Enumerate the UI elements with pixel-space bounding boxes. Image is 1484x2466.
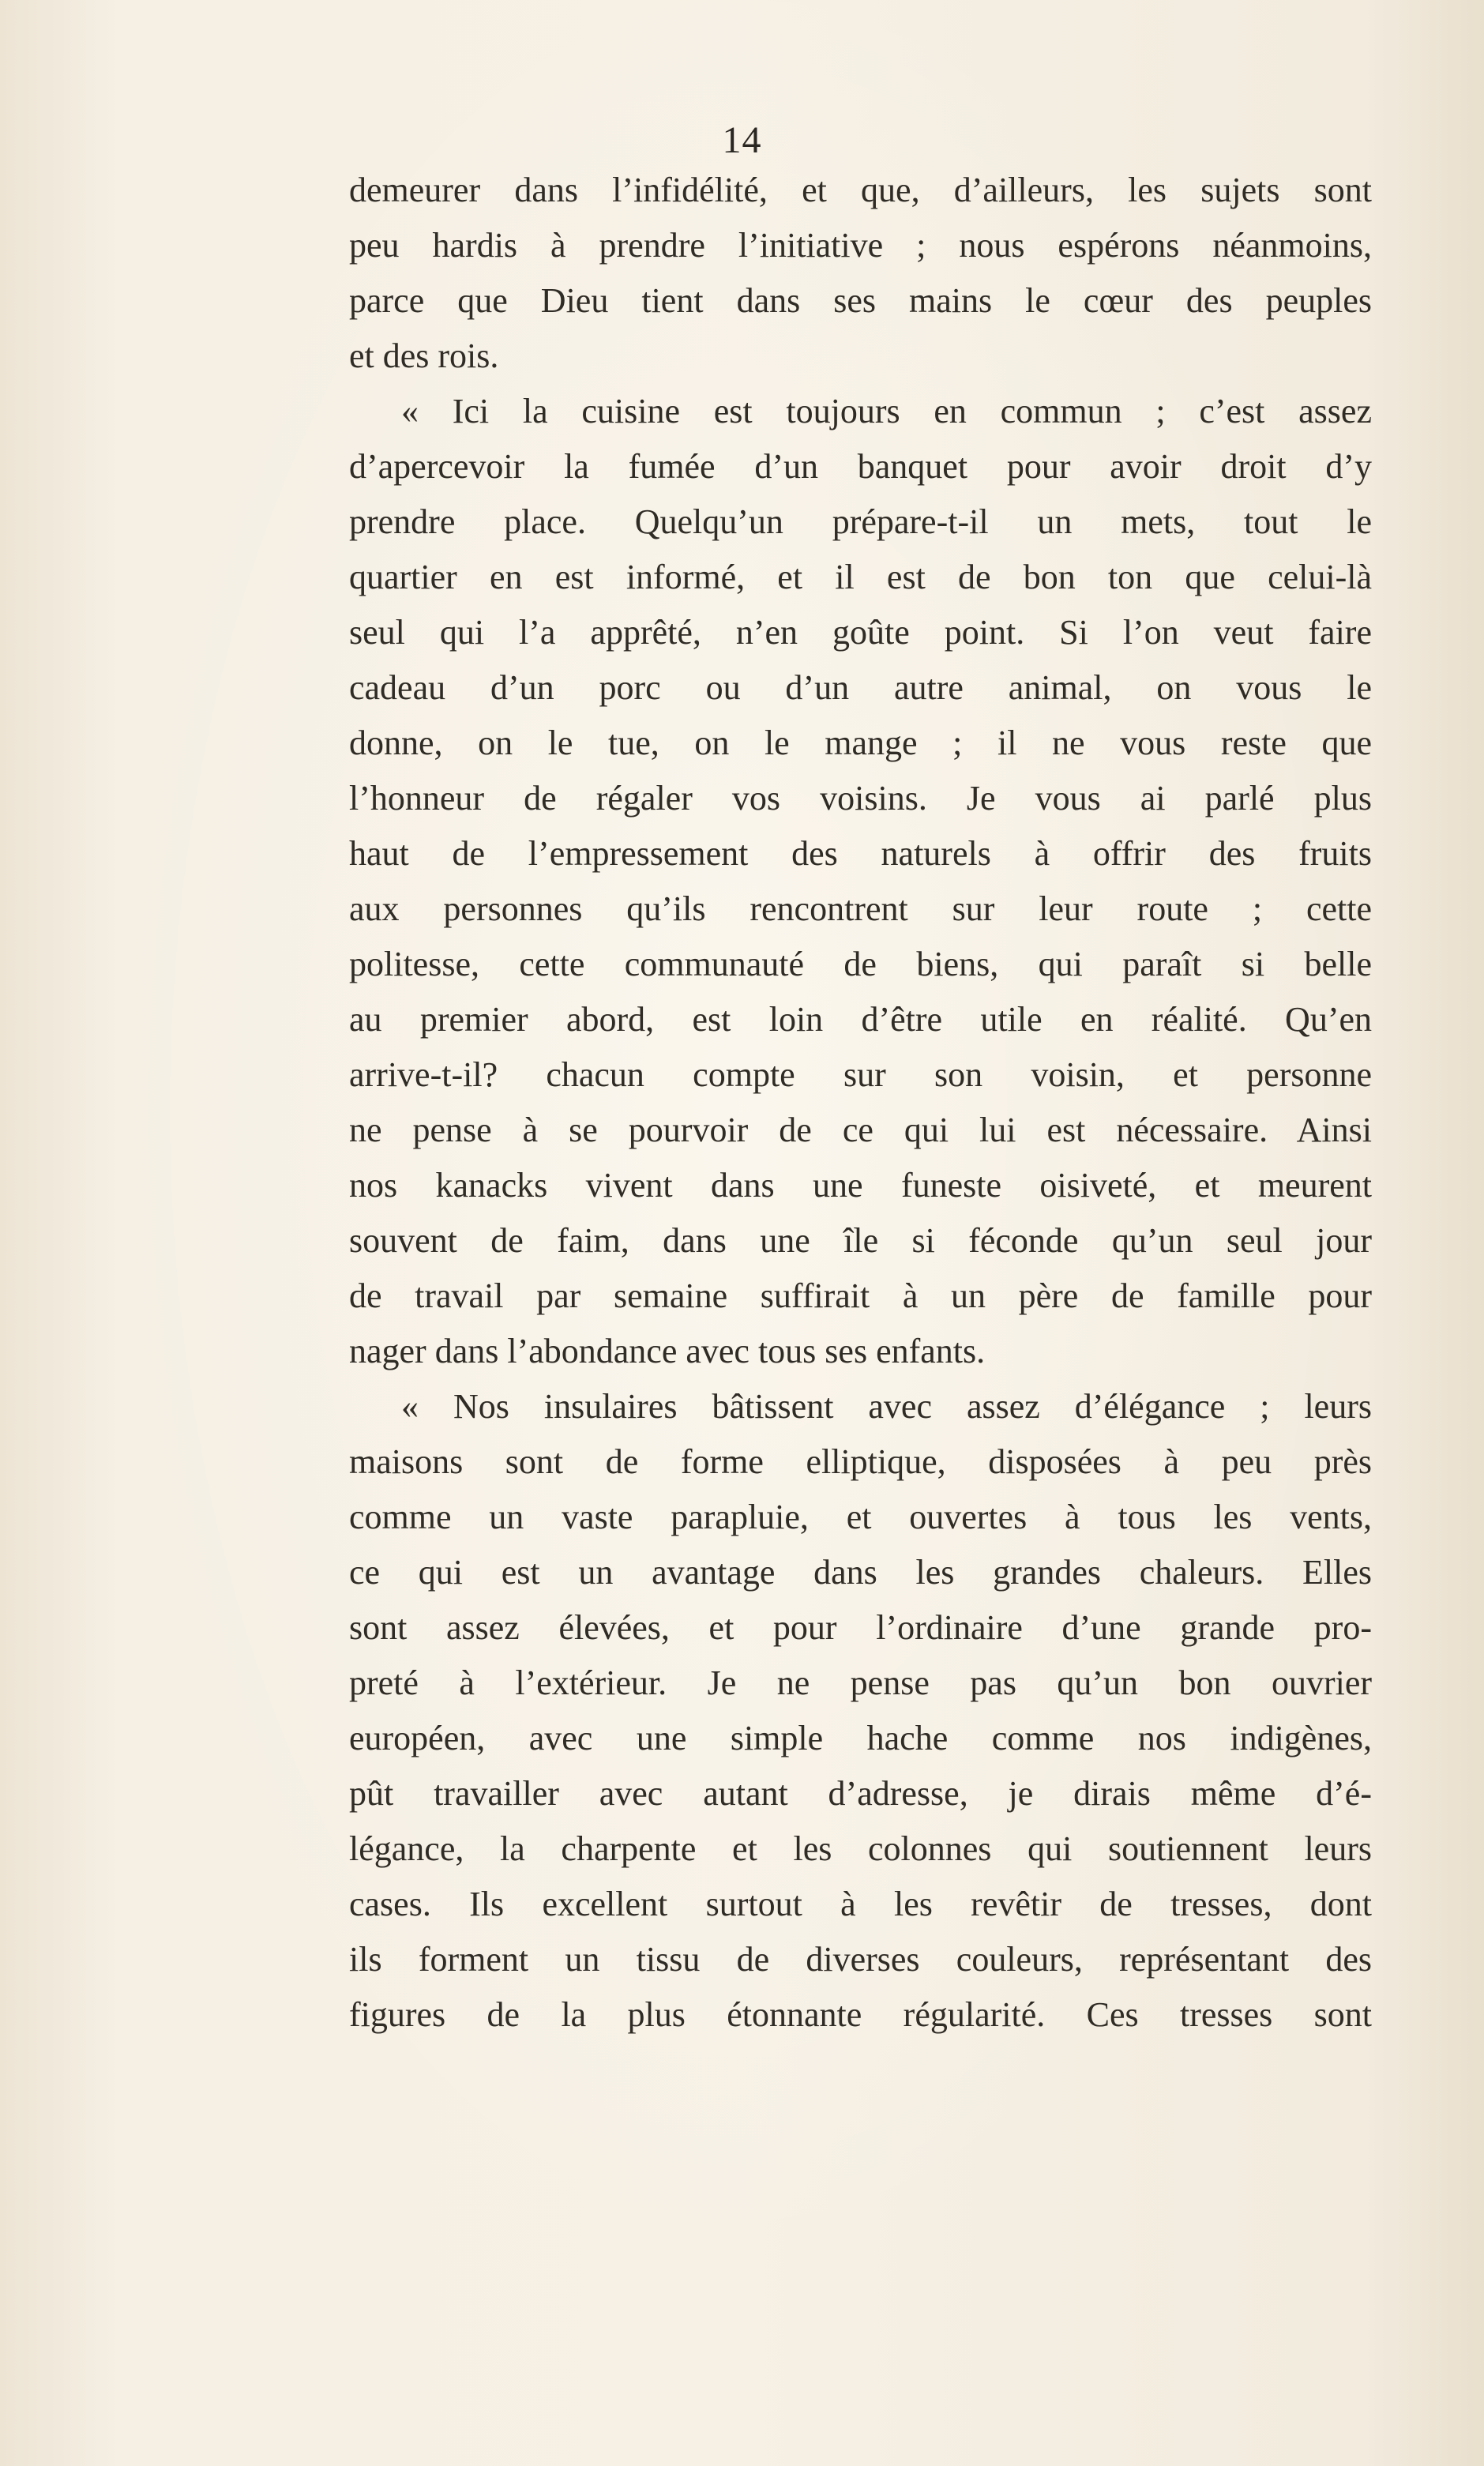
text-line: ils forment un tissu de diverses couleurs, représentant des (349, 1940, 1372, 1979)
body-text (349, 163, 1372, 2043)
text-line: européen, avec une simple hache comme nos indigènes, (349, 1719, 1372, 1757)
text-line: nos kanacks vivent dans une funeste oisiveté, et meurent (349, 1166, 1372, 1205)
text-line: cases. Ils excellent surtout à les revêtir de tresses, dont (349, 1885, 1372, 1923)
text-line: figures de la plus étonnante régularité. Ces tresses sont (349, 1995, 1372, 2034)
text-line: haut de l’empressement des naturels à offrir des fruits (349, 834, 1372, 873)
text-line: ce qui est un avantage dans les grandes chaleurs. Elles (349, 1553, 1372, 1592)
text-line: aux personnes qu’ils rencontrent sur leur route ; cette (349, 889, 1372, 928)
text-line: peu hardis à prendre l’initiative ; nous espérons néanmoins, (349, 226, 1372, 265)
text-line: sont assez élevées, et pour l’ordinaire d’une grande pro- (349, 1608, 1372, 1647)
text-line: et des rois. (349, 336, 499, 375)
text-line: quartier en est informé, et il est de bon ton que celui-là (349, 558, 1372, 596)
paragraph-start-line: « Nos insulaires bâtissent avec assez d’élégance ; leurs (401, 1387, 1372, 1426)
text-line: légance, la charpente et les colonnes qui soutiennent leurs (349, 1829, 1372, 1868)
text-line: maisons sont de forme elliptique, disposées à peu près (349, 1442, 1372, 1481)
text-line: donne, on le tue, on le mange ; il ne vous reste que (349, 724, 1372, 762)
text-line: au premier abord, est loin d’être utile en réalité. Qu’en (349, 1000, 1372, 1039)
text-line: preté à l’extérieur. Je ne pense pas qu’un bon ouvrier (349, 1663, 1372, 1702)
text-line: ne pense à se pourvoir de ce qui lui est nécessaire. Ainsi (349, 1111, 1372, 1149)
text-line: parce que Dieu tient dans ses mains le cœur des peuples (349, 281, 1372, 320)
text-line: prendre place. Quelqu’un prépare-t-il un mets, tout le (349, 502, 1372, 541)
text-line: nager dans l’abondance avec tous ses enfants. (349, 1332, 986, 1370)
text-line: cadeau d’un porc ou d’un autre animal, on vous le (349, 668, 1372, 707)
text-line: pût travailler avec autant d’adresse, je dirais même d’é- (349, 1774, 1372, 1813)
text-line: souvent de faim, dans une île si féconde qu’un seul jour (349, 1221, 1372, 1260)
text-line: de travail par semaine suffirait à un père de famille pour (349, 1276, 1372, 1315)
paragraph-start-line: « Ici la cuisine est toujours en commun ; c’est assez (401, 392, 1372, 430)
text-line: l’honneur de régaler vos voisins. Je vous ai parlé plus (349, 779, 1372, 818)
page-number: 14 (722, 119, 762, 161)
text-line: seul qui l’a apprêté, n’en goûte point. Si l’on veut faire (349, 613, 1372, 652)
text-line: arrive-t-il? chacun compte sur son voisin, et personne (349, 1055, 1372, 1094)
text-line: politesse, cette communauté de biens, qui paraît si belle (349, 945, 1372, 983)
text-line: d’apercevoir la fumée d’un banquet pour avoir droit d’y (349, 447, 1372, 486)
text-line: demeurer dans l’infidélité, et que, d’ailleurs, les sujets sont (349, 171, 1372, 209)
text-line: comme un vaste parapluie, et ouvertes à tous les vents, (349, 1498, 1372, 1536)
